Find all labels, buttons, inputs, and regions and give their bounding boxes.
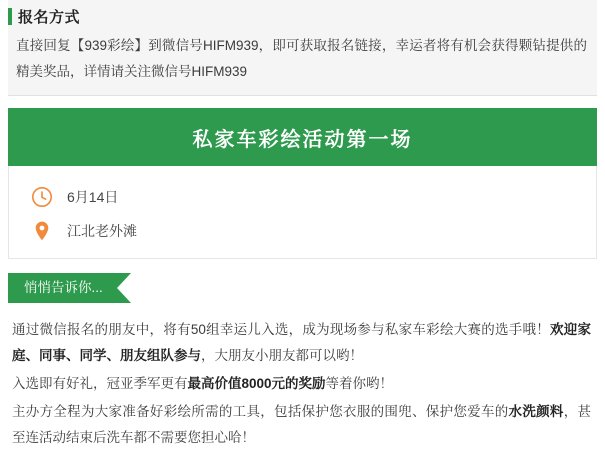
signup-description: 直接回复【939彩绘】到微信号HIFM939，即可获取报名链接，幸运者将有机会获得颗钻提供的精美奖品，详情请关注微信号HIFM939 xyxy=(16,38,587,79)
secret-ribbon xyxy=(8,273,605,303)
description-paragraph-1 xyxy=(12,317,591,369)
paragraph-3-part-a: 主办方全程为大家准备好彩绘所需的工具，包括保护您衣服的围兜、保护您爱车的 xyxy=(12,404,509,419)
secret-ribbon-label: 悄悄告诉你... xyxy=(8,273,117,303)
paragraph-1-part-a: 通过微信报名的朋友中，将有50组幸运儿入选，成为现场参与私家车彩绘大赛的选手哦！ xyxy=(12,322,550,337)
signup-section-title: 报名方式 xyxy=(18,9,81,26)
paragraph-3-highlight: 水洗颜料 xyxy=(508,404,564,419)
signup-title-row xyxy=(8,0,597,31)
event-location-row xyxy=(9,214,596,248)
event-date-row xyxy=(9,180,596,214)
event-banner xyxy=(8,108,597,166)
signup-section xyxy=(8,0,597,96)
paragraph-2-part-c: 等着你哟！ xyxy=(325,376,394,391)
paragraph-1-part-c: ，大朋友小朋友都可以哟！ xyxy=(201,348,363,363)
paragraph-3-part-c: ，甚至连活动结束后洗车都不需要您担心哈！ xyxy=(12,404,592,445)
description-paragraph-2 xyxy=(12,371,591,397)
event-date-text: 6月14日 xyxy=(67,189,119,205)
paragraph-2-highlight: 最高价值8000元的奖励 xyxy=(187,376,326,391)
paragraph-2-part-a: 入选即有好礼，冠亚季军更有 xyxy=(12,376,188,391)
clock-icon xyxy=(31,186,53,208)
event-info-card xyxy=(8,166,597,259)
event-location-text: 江北老外滩 xyxy=(67,223,137,239)
section-accent-bar xyxy=(8,8,12,25)
paragraph-1-highlight: 欢迎家庭、同事、同学、朋友组队参与 xyxy=(12,322,592,363)
location-pin-icon xyxy=(31,220,53,242)
description-paragraph-3 xyxy=(12,399,591,451)
event-banner-title: 私家车彩绘活动第一场 xyxy=(192,128,413,151)
ribbon-arrow-shape xyxy=(117,273,131,303)
event-description xyxy=(0,303,605,451)
